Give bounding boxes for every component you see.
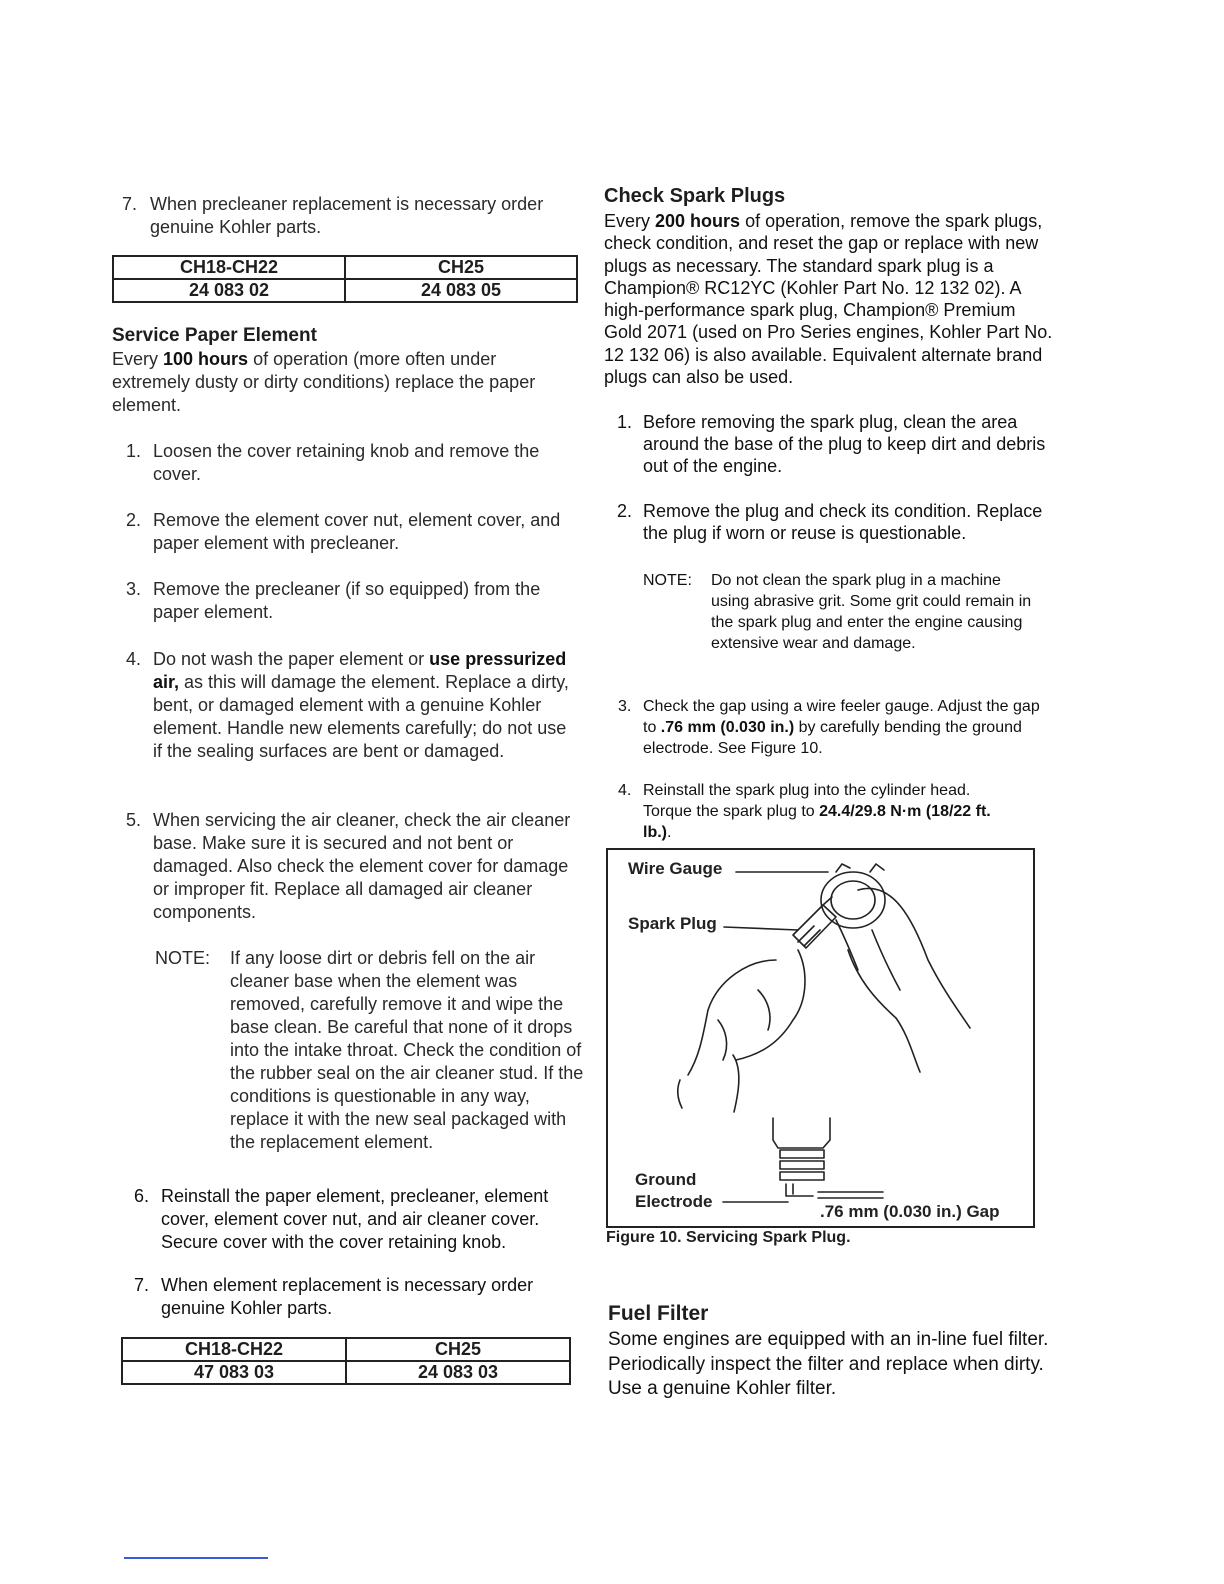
section-heading-service-paper-element: Service Paper Element [112, 325, 317, 346]
label-gap: .76 mm (0.030 in.) Gap [820, 1202, 1000, 1221]
list-item: 3. Remove the precleaner (if so equipped) from the paper element. [126, 579, 541, 622]
leader-line-spark-plug [724, 927, 798, 930]
list-item: 7. When element replacement is necessary order genuine Kohler parts. [134, 1275, 534, 1318]
list-item: 6. Reinstall the paper element, precleaner, element cover, element cover nut, and air cleaner cover. Secure cover with the cover retaining knob. [134, 1186, 549, 1252]
parts-table-precleaner [112, 255, 578, 303]
footer-rule [124, 1557, 268, 1559]
figure-box [606, 848, 1035, 1228]
fuel-filter-text: Some engines are equipped with an in-line fuel filter. Periodically inspect the filter and replace when dirty. Use a genuine Kohler filter. [608, 1329, 1049, 1399]
table-header: CH25 [345, 256, 577, 279]
table-header: CH18-CH22 [122, 1338, 346, 1361]
table-header: CH18-CH22 [113, 256, 345, 279]
table-header: CH25 [346, 1338, 570, 1361]
section-heading-fuel-filter: Fuel Filter [608, 1302, 709, 1325]
service-intro: Every 100 hours of operation (more often under extremely dusty or dirty conditions) replace the paper element. [112, 349, 536, 415]
note: NOTE: Do not clean the spark plug in a machine using abrasive grit. Some grit could remain in the spark plug and enter the engine causing extensive wear and damage. [643, 572, 1032, 652]
ground-electrode [786, 1184, 813, 1196]
parts-table-element [121, 1337, 571, 1385]
list-item: 5. When servicing the air cleaner, check the air cleaner base. Make sure it is secured and not bent or damaged. Also check the element cover for damage or improper fit. Replace all damaged air cleaner components. [126, 810, 571, 922]
list-item: 1. Before removing the spark plug, clean the area around the base of the plug to keep dirt and debris out of the engine. [617, 412, 1046, 476]
spark-plug-lower [773, 1118, 830, 1148]
list-item: 4. Do not wash the paper element or use pressurized air, as this will damage the element. Replace a dirty, bent, or damaged element with a genuine Kohler element. Handle new elements carefully; do not use if the sealing surfaces are bent or damaged. [126, 649, 569, 761]
table-cell: 24 083 03 [346, 1361, 570, 1384]
list-item: 7. When precleaner replacement is necessary order genuine Kohler parts. [122, 194, 544, 237]
note-label: NOTE: [155, 948, 211, 968]
list-item: 2. Remove the element cover nut, element cover, and paper element with precleaner. [126, 510, 561, 553]
section-heading-check-spark-plugs: Check Spark Plugs [604, 185, 786, 207]
list-item: 2. Remove the plug and check its condition. Replace the plug if worn or reuse is questionable. [617, 501, 1043, 543]
label-spark-plug: Spark Plug [628, 914, 717, 933]
list-item: 3. Check the gap using a wire feeler gauge. Adjust the gap to .76 mm (0.030 in.) by carefully bending the ground electrode. See Figure 10. [618, 698, 1040, 757]
figure-caption: Figure 10. Servicing Spark Plug. [606, 1229, 851, 1246]
label-wire-gauge: Wire Gauge [628, 859, 723, 878]
note-label: NOTE: [643, 572, 692, 589]
table-cell: 24 083 02 [113, 279, 345, 302]
label-ground: Ground [635, 1170, 697, 1189]
list-item: 1. Loosen the cover retaining knob and remove the cover. [126, 441, 540, 484]
wire-gauge-inner [831, 881, 875, 919]
note: NOTE: If any loose dirt or debris fell on the air cleaner base when the element was removed, carefully remove it and wipe the base clean. Be careful that none of it drops into the intake throat. Check the condition of the rubber seal on the air cleaner stud. If the conditions is questionable in any way, replace it with the new seal packaged with the replacement element. [155, 948, 584, 1152]
table-cell: 47 083 03 [122, 1361, 346, 1384]
table-cell: 24 083 05 [345, 279, 577, 302]
label-electrode: Electrode [635, 1192, 713, 1211]
list-item: 4. Reinstall the spark plug into the cylinder head. Torque the spark plug to 24.4/29.8 N·m (18/22 ft. lb.). [618, 782, 991, 841]
spark-intro: Every 200 hours of operation, remove the spark plugs, check condition, and reset the gap or replace with new plugs as necessary. The standard spark plug is a Champion® RC12YC (Kohler Part No. 12 132 02). A high-performance spark plug, Champion® Premium Gold 2071 (used on Pro Series engines, Kohler Part No. 12 132 06) is also available. Equivalent alternate brand plugs can also be used. [604, 211, 1053, 388]
